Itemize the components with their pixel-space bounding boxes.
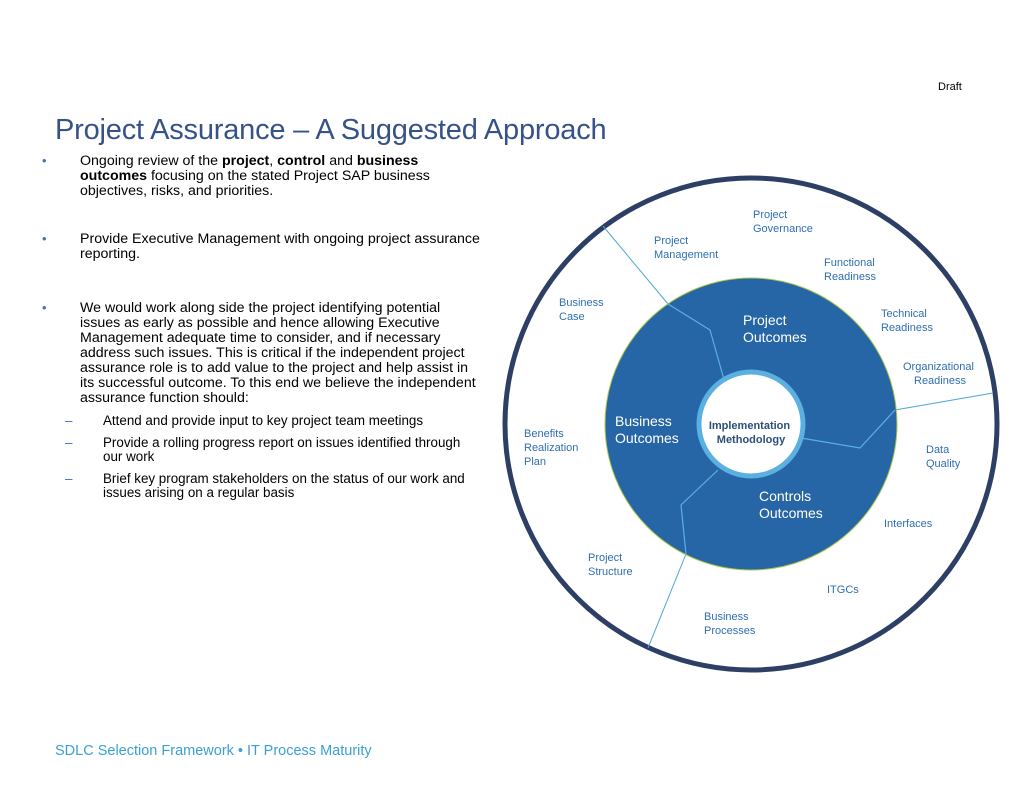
bullet-text: focusing on the stated Project SAP business objectives, risks, and priorities. bbox=[80, 168, 430, 199]
controls-outcomes-label: Controls Outcomes bbox=[759, 488, 823, 521]
bullet-dot-icon: • bbox=[42, 153, 47, 168]
project-management-label: Project Management bbox=[654, 235, 719, 261]
page-title: Project Assurance – A Suggested Approach bbox=[55, 114, 607, 146]
sub-bullet-text: Attend and provide input to key project team meetings bbox=[103, 413, 424, 428]
footer-text: SDLC Selection Framework • IT Process Maturity bbox=[55, 743, 372, 759]
bullet-keyword: control bbox=[277, 153, 326, 169]
business-processes-label: Business Processes bbox=[704, 611, 756, 637]
draft-label: Draft bbox=[938, 81, 962, 93]
project-structure-label: Project Structure bbox=[588, 552, 633, 578]
benefits-realization-plan-label: Benefits Realization Plan bbox=[524, 428, 579, 468]
bullet-keyword: business outcomes bbox=[80, 153, 419, 184]
dash-icon: – bbox=[65, 434, 73, 450]
project-governance-label: Project Governance bbox=[753, 209, 813, 235]
interfaces-label: Interfaces bbox=[884, 518, 933, 530]
dash-icon: – bbox=[65, 413, 73, 428]
business-case-label: Business Case bbox=[559, 297, 604, 323]
technical-readiness-label: Technical Readiness bbox=[881, 308, 933, 334]
sub-bullet-text: Provide a rolling progress report on issues identified through our work bbox=[103, 434, 461, 464]
organizational-readiness-label: Organizational Readiness bbox=[903, 361, 974, 387]
project-outcomes-label: Project Outcomes bbox=[743, 312, 807, 345]
bullet-dot-icon: • bbox=[42, 231, 47, 246]
core-label: Implementation Methodology bbox=[708, 420, 791, 446]
data-quality-label: Data Quality bbox=[926, 444, 961, 470]
bullet-text: Provide Executive Management with ongoing project assurance reporting. bbox=[80, 231, 480, 262]
bullet-text: and bbox=[325, 153, 357, 169]
bullet-text: Ongoing review of the bbox=[80, 153, 222, 169]
dash-icon: – bbox=[65, 470, 73, 486]
bullet-keyword: project bbox=[221, 153, 270, 169]
functional-readiness-label: Functional Readiness bbox=[824, 257, 876, 283]
itgcs-label: ITGCs bbox=[827, 584, 859, 596]
bullet-text: , bbox=[269, 153, 278, 169]
business-outcomes-label: Business Outcomes bbox=[615, 413, 679, 446]
bullet-text: We would work along side the project identifying potential issues as early as possible and hence allowing Executive Management adequate time to consider, and if necessary address such issues. This is critical if the independent project assurance role is to add value to the project and help assist in its successful outcome. To this end we believe the independent assurance function should: bbox=[80, 300, 476, 406]
sub-bullet-text: Brief key program stakeholders on the status of our work and issues arising on a regular basis bbox=[103, 470, 465, 500]
bullet-dot-icon: • bbox=[42, 300, 47, 315]
